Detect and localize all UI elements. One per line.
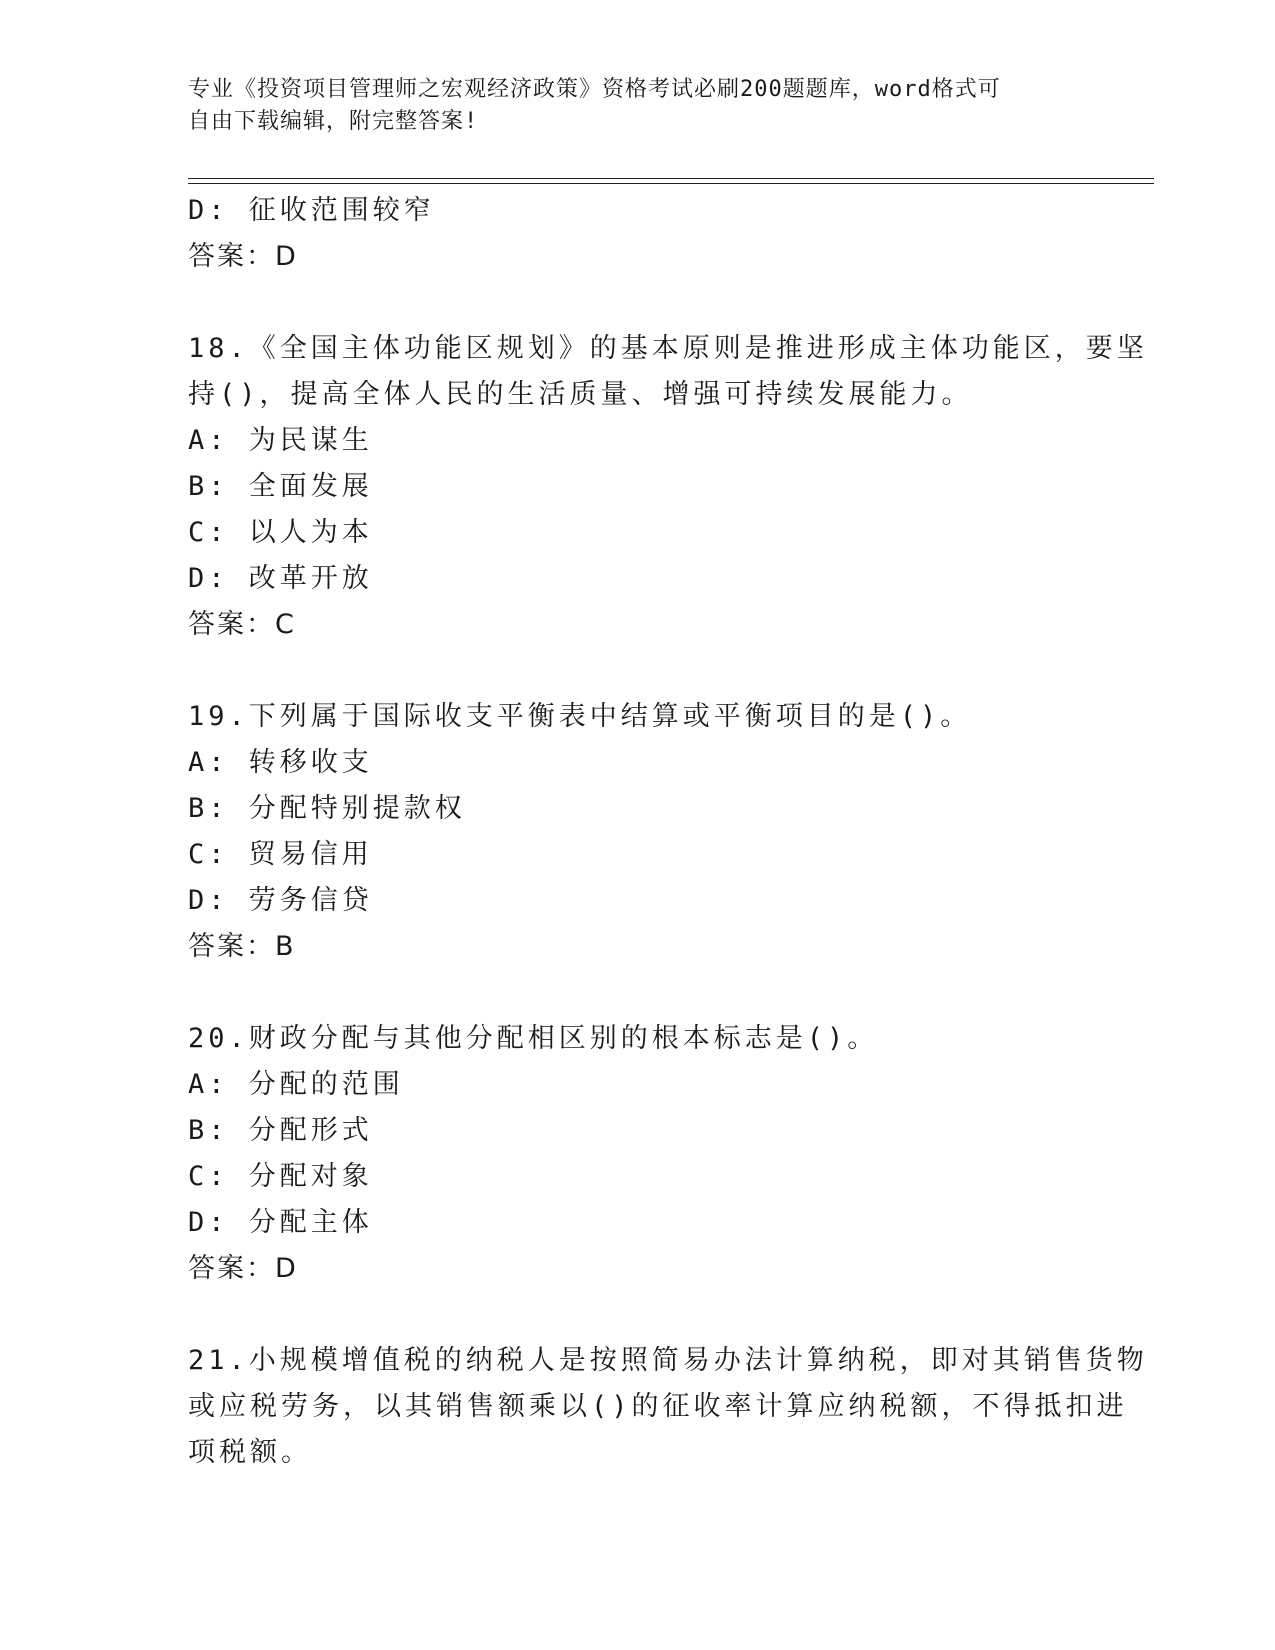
question-stem-line-1: 19.下列属于国际收支平衡表中结算或平衡项目的是()。 — [188, 701, 972, 732]
option-a: A: 为民谋生 — [188, 425, 373, 456]
option-c: C: 分配对象 — [188, 1161, 373, 1192]
page-header — [188, 74, 1088, 138]
question-17-tail — [188, 188, 1088, 280]
header-line-1: 专业《投资项目管理师之宏观经济政策》资格考试必刷200题题库，word格式可 — [188, 77, 1001, 102]
spacer — [188, 970, 1088, 1016]
answer-line: 答案：B — [188, 931, 296, 962]
question-stem-line-1: 21.小规模增值税的纳税人是按照简易办法计算纳税，即对其销售货物 — [188, 1345, 1148, 1376]
question-21 — [188, 1338, 1148, 1476]
question-stem-line-1: 20.财政分配与其他分配相区别的根本标志是()。 — [188, 1023, 879, 1054]
question-stem-line-3: 项税额。 — [188, 1437, 312, 1468]
spacer — [188, 280, 1088, 326]
answer-line: 答案：C — [188, 609, 296, 640]
option-d: D: 改革开放 — [188, 563, 373, 594]
option-c: C: 贸易信用 — [188, 839, 373, 870]
option-b: B: 分配特别提款权 — [188, 793, 466, 824]
spacer — [188, 1292, 1088, 1338]
answer-line: 答案：D — [188, 241, 298, 272]
question-stem-line-2: 或应税劳务，以其销售额乘以()的征收率计算应纳税额，不得抵扣进 — [188, 1391, 1128, 1422]
question-19 — [188, 694, 1088, 970]
option-d: D: 征收范围较窄 — [188, 195, 435, 226]
option-b: B: 全面发展 — [188, 471, 373, 502]
question-20 — [188, 1016, 1088, 1292]
option-d: D: 劳务信贷 — [188, 885, 373, 916]
option-d: D: 分配主体 — [188, 1207, 373, 1238]
spacer — [188, 648, 1088, 694]
header-divider-bottom — [188, 183, 1154, 184]
question-18 — [188, 326, 1148, 648]
option-a: A: 转移收支 — [188, 747, 373, 778]
question-list — [188, 188, 1148, 1476]
question-stem-line-1: 18.《全国主体功能区规划》的基本原则是推进形成主体功能区，要坚 — [188, 333, 1148, 364]
option-a: A: 分配的范围 — [188, 1069, 404, 1100]
answer-line: 答案：D — [188, 1253, 298, 1284]
question-stem-line-2: 持()，提高全体人民的生活质量、增强可持续发展能力。 — [188, 379, 973, 410]
header-line-2: 自由下载编辑，附完整答案! — [188, 109, 479, 134]
option-b: B: 分配形式 — [188, 1115, 373, 1146]
option-c: C: 以人为本 — [188, 517, 373, 548]
header-divider-top — [188, 178, 1154, 179]
